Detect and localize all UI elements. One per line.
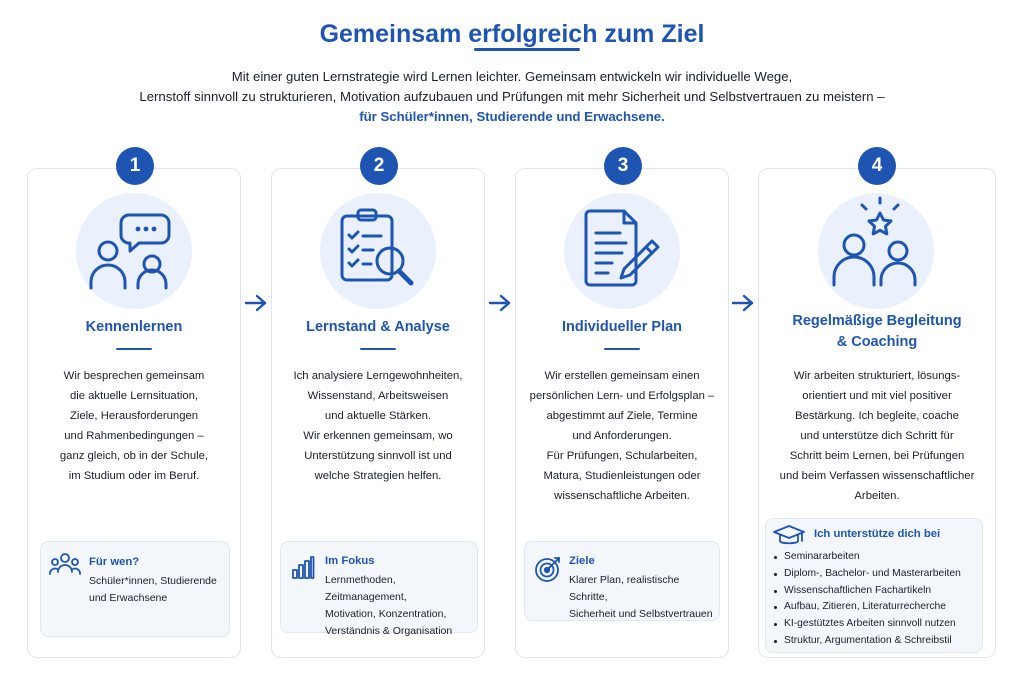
group-icon [49,552,81,578]
step-2-text-line: welche Strategien helfen. [314,470,442,482]
step-4-infobox [765,518,983,653]
step-1-box-line: Schüler*innen, Studierende [89,575,217,587]
step-4-title-line: Regelmäßige Begleitung [792,313,962,329]
step-3-rule [604,348,640,350]
step-1-text [36,366,232,486]
step-2-text-line: und aktuelle Stärken. [324,410,432,422]
step-3-box-title: Ziele [569,555,595,567]
step-2-text-line: Ich analysiere Lerngewohnheiten, [293,370,463,382]
step-4-box-title: Ich unterstütze dich bei [814,528,941,540]
step-3-text-line: und Anforderungen. [572,430,672,442]
step-2-rule [360,348,396,350]
step-1-text-line: Wir besprechen gemeinsam [63,370,205,382]
step-2-infobox [280,541,478,637]
step-3-title: Individueller Plan [561,319,683,335]
step-1-text-line: Ziele, Herausforderungen [69,410,199,422]
people-star-icon [818,193,934,309]
list-item: Seminararbeiten [774,549,961,566]
support-list [774,549,961,650]
step-3-box-text [569,572,719,623]
bar-chart-icon [291,556,315,580]
step-number-2: 2 [360,147,398,185]
step-3-text-line: persönlichen Lern- und Erfolgsplan – [529,390,715,402]
list-item: Diplom-, Bachelor- und Masterarbeiten [774,566,961,583]
step-3-text-line: Wir erstellen gemeinsam einen [544,370,700,382]
list-item: Struktur, Argumentation & Schreibstil [774,633,961,650]
step-1-box-line: und Erwachsene [89,592,168,604]
step-number-4: 4 [858,147,896,185]
step-3-text-line: abgestimmt auf Ziele, Termine [546,410,698,422]
page-title: Gemeinsam erfolgreich zum Ziel [319,20,705,48]
step-4-text-line: und unterstütze dich Schritt für [800,430,954,442]
step-4-title [758,311,996,353]
step-2-icon-circle [320,193,436,309]
step-2-box-line: Lernmethoden, Zeitmanagement, [325,574,407,603]
step-2-box-text [325,572,477,640]
document-pencil-icon [564,193,680,309]
intro-line-2: Lernstoff sinnvoll zu strukturieren, Motivation aufzubauen und Prüfungen mit mehr Sicherheit und Selbstvertrauen zu meistern – [139,89,885,104]
step-2-box-line: Verständnis & Organisation [325,625,453,637]
step-3-icon-circle [564,193,680,309]
arrow-right-icon [244,293,268,313]
intro-line-1: Mit einer guten Lernstrategie wird Lernen leichter. Gemeinsam entwickeln wir individuelle Wege, [231,69,793,84]
step-2-text-line: Unterstützung sinnvoll ist und [304,450,452,462]
step-4-icon-circle [818,193,934,309]
step-4-text [768,366,986,506]
list-item: KI-gestütztes Arbeiten sinnvoll nutzen [774,616,961,633]
step-3-text-line: Matura, Studienleistungen oder [543,470,701,482]
step-3-box-line: Klarer Plan, realistische Schritte, [569,574,680,603]
step-2-text-line: Wir erkennen gemeinsam, wo [303,430,453,442]
step-number-3: 3 [604,147,642,185]
intro-text [100,67,924,127]
step-3-text-line: wissenschaftliche Arbeiten. [554,490,690,502]
graduation-cap-icon [772,524,806,548]
step-4-text-line: Wir arbeiten strukturiert, lösungs- [793,370,961,382]
target-icon [533,554,563,584]
step-4-text-line: Bestärkung. Ich begleite, coache [795,410,959,422]
step-1-icon-circle [76,193,192,309]
step-1-box-text [89,573,217,607]
step-1-infobox [40,541,230,637]
step-2-title: Lernstand & Analyse [306,319,450,335]
step-4-text-line: orientiert und mit viel positiver [802,390,952,402]
title-underline [474,48,580,51]
step-3-text [524,366,720,506]
step-3-text-line: Für Prüfungen, Schularbeiten, [546,450,698,462]
step-2-box-title: Im Fokus [325,555,375,567]
list-item: Aufbau, Zitieren, Literaturrecherche [774,599,961,616]
step-1-rule [116,348,152,350]
arrow-right-icon [488,293,512,313]
step-1-text-line: und Rahmenbedingungen – [64,430,204,442]
clipboard-magnifier-icon [320,193,436,309]
step-4-text-line: Schritt beim Lernen, bei Prüfungen [789,450,965,462]
people-chat-icon [76,193,192,309]
step-2-text-line: Wissenstand, Arbeitsweisen [307,390,449,402]
arrow-right-icon [731,293,755,313]
step-2-box-line: Motivation, Konzentration, [325,608,447,620]
step-number-1: 1 [116,147,154,185]
step-1-text-line: ganz gleich, ob in der Schule, [59,450,209,462]
step-1-text-line: im Studium oder im Beruf. [68,470,200,482]
step-3-box-line: Sicherheit und Selbstvertrauen [569,608,713,620]
step-1-text-line: die aktuelle Lernsituation, [69,390,199,402]
step-2-text [280,366,476,486]
step-4-title-line: & Coaching [836,334,918,350]
step-4-text-line: Arbeiten. [854,490,900,502]
step-3-infobox [524,541,720,621]
step-4-text-line: und beim Verfassen wissenschaftlicher [779,470,975,482]
step-1-box-title: Für wen? [89,556,140,568]
list-item: Wissenschaftlichen Fachartikeln [774,583,961,600]
step-1-title: Kennenlernen [85,319,183,335]
intro-highlight: für Schüler*innen, Studierende und Erwachsene. [359,109,665,124]
